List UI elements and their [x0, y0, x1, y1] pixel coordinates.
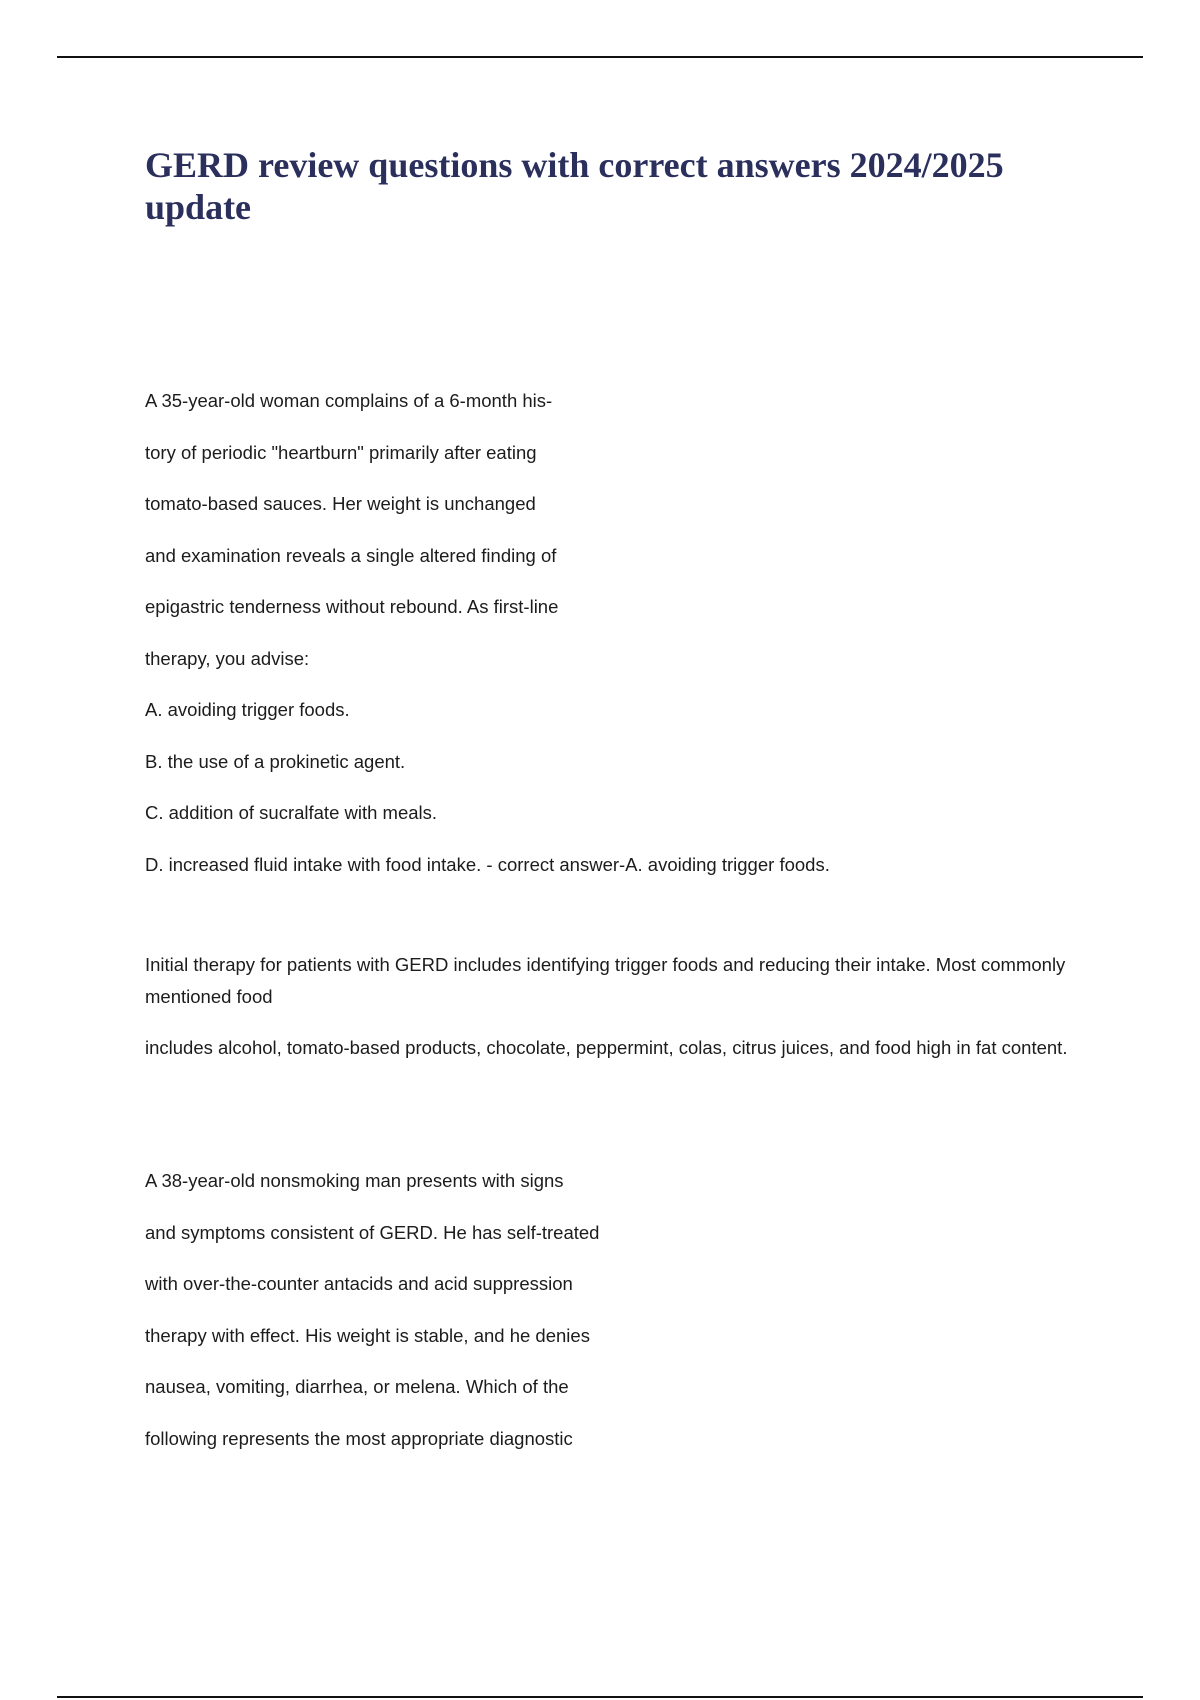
explanation-paragraph: includes alcohol, tomato-based products, chocolate, peppermint, colas, citrus juices, and food high in fat content.	[145, 1037, 1068, 1058]
question-2-line: nausea, vomiting, diarrhea, or melena. Which of the	[145, 1376, 569, 1397]
question-1-line: A 35-year-old woman complains of a 6-month his-	[145, 390, 553, 411]
question-1-line: tory of periodic "heartburn" primarily after eating	[145, 441, 537, 463]
question-1-line: therapy, you advise:	[145, 647, 310, 669]
explanation-paragraph: Initial therapy for patients with GERD includes identifying trigger foods and reducing their intake. Most commonly mentioned food	[145, 954, 1066, 1007]
question-1-option-d-answer: D. increased fluid intake with food intake. - correct answer-A. avoiding trigger foods.	[145, 853, 830, 875]
question-2-line: A 38-year-old nonsmoking man presents with signs	[145, 1170, 564, 1191]
question-2	[145, 1169, 599, 1478]
question-1-line: and examination reveals a single altered finding of	[145, 544, 557, 566]
question-1	[145, 389, 830, 904]
question-1-option-a: A. avoiding trigger foods.	[145, 699, 350, 720]
question-2-line: following represents the most appropriate diagnostic	[145, 1427, 573, 1449]
question-1-line: tomato-based sauces. Her weight is unchanged	[145, 493, 536, 514]
question-1-option-c: C. addition of sucralfate with meals.	[145, 802, 438, 823]
question-1-line: epigastric tenderness without rebound. As first-line	[145, 596, 559, 617]
question-2-line: therapy with effect. His weight is stable, and he denies	[145, 1324, 590, 1346]
question-1-option-b: B. the use of a prokinetic agent.	[145, 750, 406, 772]
question-2-line: with over-the-counter antacids and acid suppression	[145, 1273, 573, 1294]
question-2-line: and symptoms consistent of GERD. He has self-treated	[145, 1221, 600, 1243]
explanation-1	[145, 949, 1095, 1083]
bottom-divider	[57, 1696, 1143, 1698]
top-divider	[57, 56, 1143, 58]
document-title: GERD review questions with correct answers 2024/2025 update	[145, 145, 1004, 227]
